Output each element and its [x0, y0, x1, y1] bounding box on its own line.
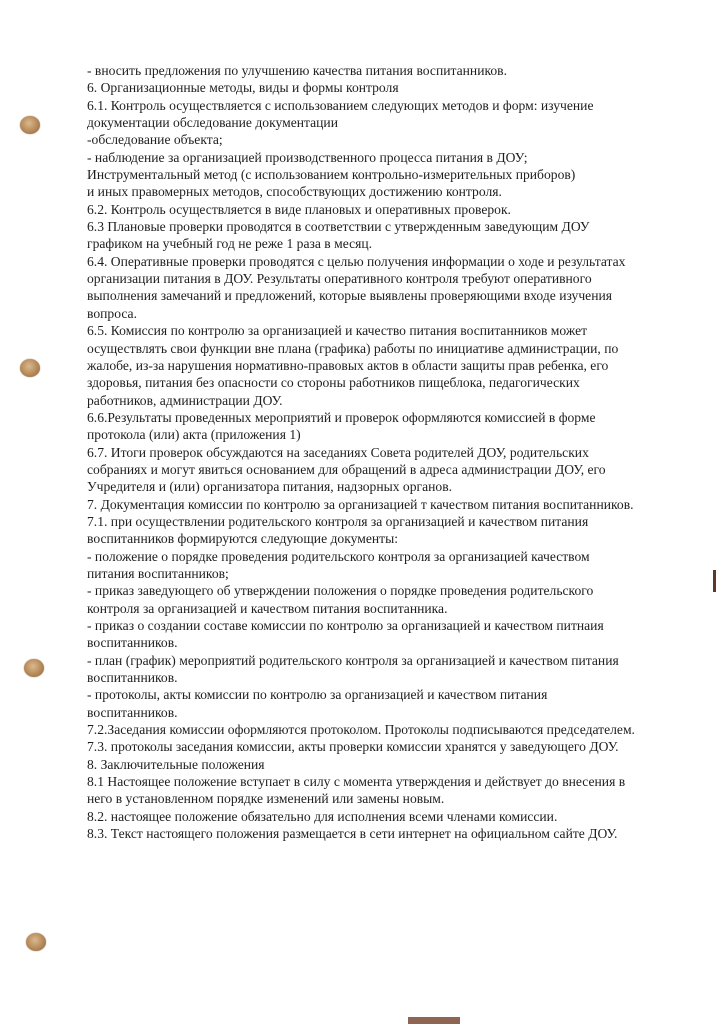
document-line: 6. Организационные методы, виды и формы контроля [87, 80, 399, 96]
document-line: воспитанников. [87, 670, 178, 686]
document-line: жалобе, из-за нарушения нормативно-правовых актов в области защиты прав ребенка, его [87, 357, 609, 373]
document-line: работников, администрации ДОУ. [87, 392, 283, 408]
document-line: него в установленном порядке изменений или замены новым. [87, 791, 445, 807]
document-line: - приказ заведующего об утверждении положения о порядке проведения родительского [87, 583, 594, 599]
document-line: выполнения замечаний и предложений, которые выявлены проверяющими входе изучения [87, 288, 613, 304]
document-line: здоровья, питания без опасности со стороны работников пищеблока, педагогических [87, 375, 580, 391]
document-line: графиком на учебный год не реже 1 раза в месяц. [87, 236, 373, 252]
document-line: 8.1 Настоящее положение вступает в силу с момента утверждения и действует до внесения в [87, 774, 626, 790]
document-line: -обследование объекта; [87, 132, 223, 148]
document-line: Учредителя и (или) организатора питания, надзорных органов. [87, 479, 453, 495]
document-line: 6.1. Контроль осуществляется с использованием следующих методов и форм: изучение [87, 97, 594, 113]
document-line: документации обследование документации [87, 115, 338, 131]
document-line: собраниях и могут явиться основанием для обращений в адреса администрации ДОУ, его [87, 461, 606, 477]
punch-hole-mark [24, 659, 44, 677]
document-line: 6.5. Комиссия по контролю за организацией и качество питания воспитанников может [87, 323, 588, 339]
document-line: 6.2. Контроль осуществляется в виде плановых и оперативных проверок. [87, 201, 511, 217]
document-line: - приказ о создании составе комиссии по контролю за организацией и качеством питнаия [87, 618, 604, 633]
document-body [87, 62, 717, 842]
document-line: 8.2. настоящее положение обязательно для исполнения всеми членами комиссии. [87, 808, 558, 824]
document-line: 7.1. при осуществлении родительского контроля за организацией и качеством питания [87, 513, 589, 529]
document-line: - план (график) мероприятий родительского контроля за организацией и качеством питания [87, 652, 619, 668]
document-line: протокола (или) акта (приложения 1) [87, 427, 301, 443]
document-line: 8.3. Текст настоящего положения размещается в сети интернет на официальном сайте ДОУ. [87, 826, 618, 842]
document-line: - наблюдение за организацией производственного процесса питания в ДОУ; [87, 149, 528, 165]
document-line: и иных правомерных методов, способствующих достижению контроля. [87, 184, 502, 200]
document-line: вопроса. [87, 305, 137, 321]
document-line: 7.3. протоколы заседания комиссии, акты проверки комиссии хранятся у заведующего ДОУ. [87, 739, 619, 755]
document-line: 8. Заключительные положения [87, 756, 265, 772]
document-line: 7.2.Заседания комиссии оформляются протоколом. Протоколы подписываются председателем. [87, 722, 635, 738]
document-line: 6.6.Результаты проведенных мероприятий и проверок оформляются комиссией в форме [87, 409, 596, 425]
document-line: воспитанников. [87, 635, 178, 651]
bottom-stamp-fragment [408, 1017, 460, 1024]
document-line: воспитанников формируются следующие документы: [87, 531, 399, 547]
document-line: - положение о порядке проведения родительского контроля за организацией качеством [87, 548, 590, 564]
document-line: 6.3 Плановые проверки проводятся в соответствии с утвержденным заведующим ДОУ [87, 219, 590, 235]
punch-hole-mark [26, 933, 46, 951]
punch-hole-mark [20, 359, 40, 377]
document-line: питания воспитанников; [87, 565, 229, 581]
document-line: 6.4. Оперативные проверки проводятся с целью получения информации о ходе и результатах [87, 253, 626, 269]
document-line: 7. Документация комиссии по контролю за организацией т качеством питания воспитанников. [87, 496, 634, 512]
document-line: Инструментальный метод (с использованием контрольно-измерительных приборов) [87, 167, 576, 183]
punch-hole-mark [20, 116, 40, 134]
document-line: - протоколы, акты комиссии по контролю за организацией и качеством питания [87, 687, 548, 703]
document-line: организации питания в ДОУ. Результаты оперативного контроля требуют оперативного [87, 271, 592, 287]
document-line: контроля за организацией и качеством питания воспитанника. [87, 600, 448, 616]
document-line: воспитанников. [87, 704, 178, 720]
document-line: 6.7. Итоги проверок обсуждаются на заседаниях Совета родителей ДОУ, родительских [87, 444, 589, 460]
document-line: - вносить предложения по улучшению качества питания воспитанников. [87, 63, 507, 78]
document-line: осуществлять свои функции вне плана (графика) работы по инициативе администрации, по [87, 340, 619, 356]
